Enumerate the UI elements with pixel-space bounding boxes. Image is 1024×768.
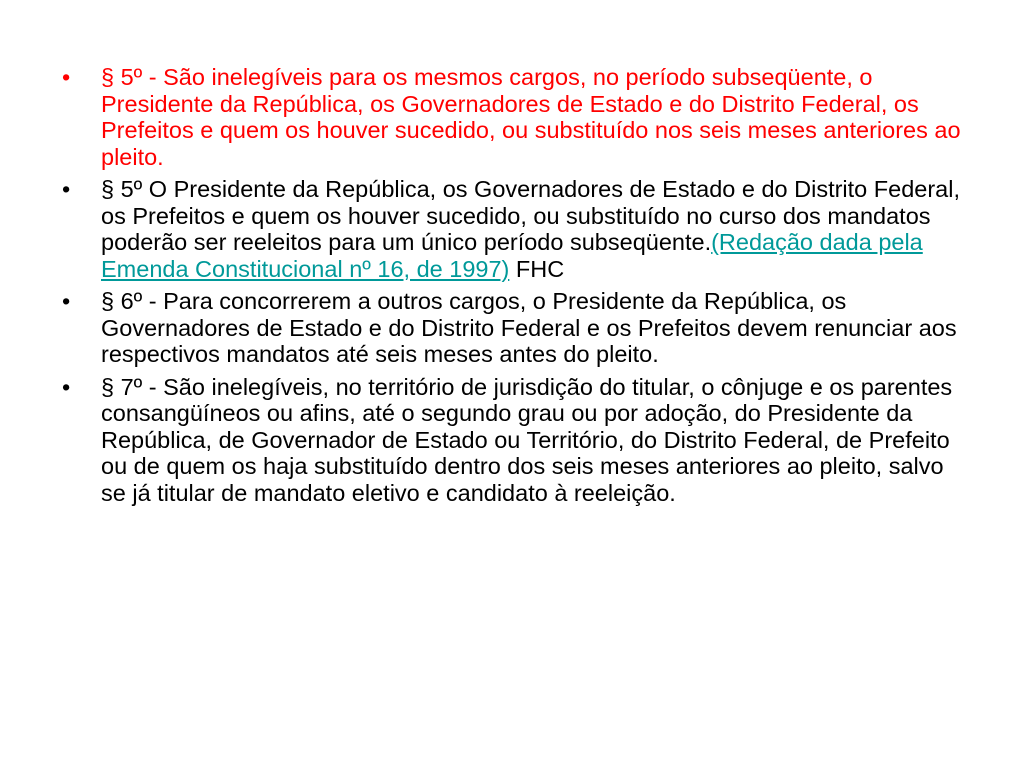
paragraph-5-amended — [62, 176, 962, 282]
bullet-icon: • — [62, 373, 71, 400]
paragraph-text: § 6º - Para concorrerem a outros cargos, o Presidente da República, os Governadores de Estado e do Distrito Federal e os Prefeitos devem renunciar aos respectivos mandatos até seis meses antes do pleito. — [101, 288, 957, 367]
paragraph-text: § 5º O Presidente da República, os Governadores de Estado e do Distrito Federal, os Prefeitos e quem os houver sucedido, ou substituído no curso dos mandatos poderão ser reeleitos para um único período subseqüente. — [101, 176, 960, 255]
bullet-icon: • — [62, 64, 71, 90]
bullet-icon: • — [62, 176, 71, 202]
paragraph-7 — [62, 374, 962, 507]
bullet-icon: • — [62, 288, 71, 314]
paragraph-6 — [62, 288, 962, 368]
bullet-list — [62, 64, 962, 512]
paragraph-5-original — [62, 64, 962, 170]
paragraph-text: § 7º - São inelegíveis, no território de jurisdição do titular, o cônjuge e os parentes consangüíneos ou afins, até o segundo grau ou por adoção, do Presidente da República, de Governador de Estado ou Território, do Distrito Federal, de Prefeito ou de quem os haja substituído dentro dos seis meses anteriores ao pleito, salvo se já titular de mandato eletivo e candidato à reeleição. — [101, 373, 953, 506]
amendment-link[interactable]: (Redação dada pela Emenda Constitucional nº 16, de 1997) — [101, 229, 923, 282]
paragraph-text: § 5º - São inelegíveis para os mesmos cargos, no período subseqüente, o Presidente da República, os Governadores de Estado e do Distrito Federal, os Prefeitos e quem os houver sucedido, ou substituído nos seis meses anteriores ao pleito. — [101, 64, 961, 170]
paragraph-suffix: FHC — [509, 255, 565, 282]
